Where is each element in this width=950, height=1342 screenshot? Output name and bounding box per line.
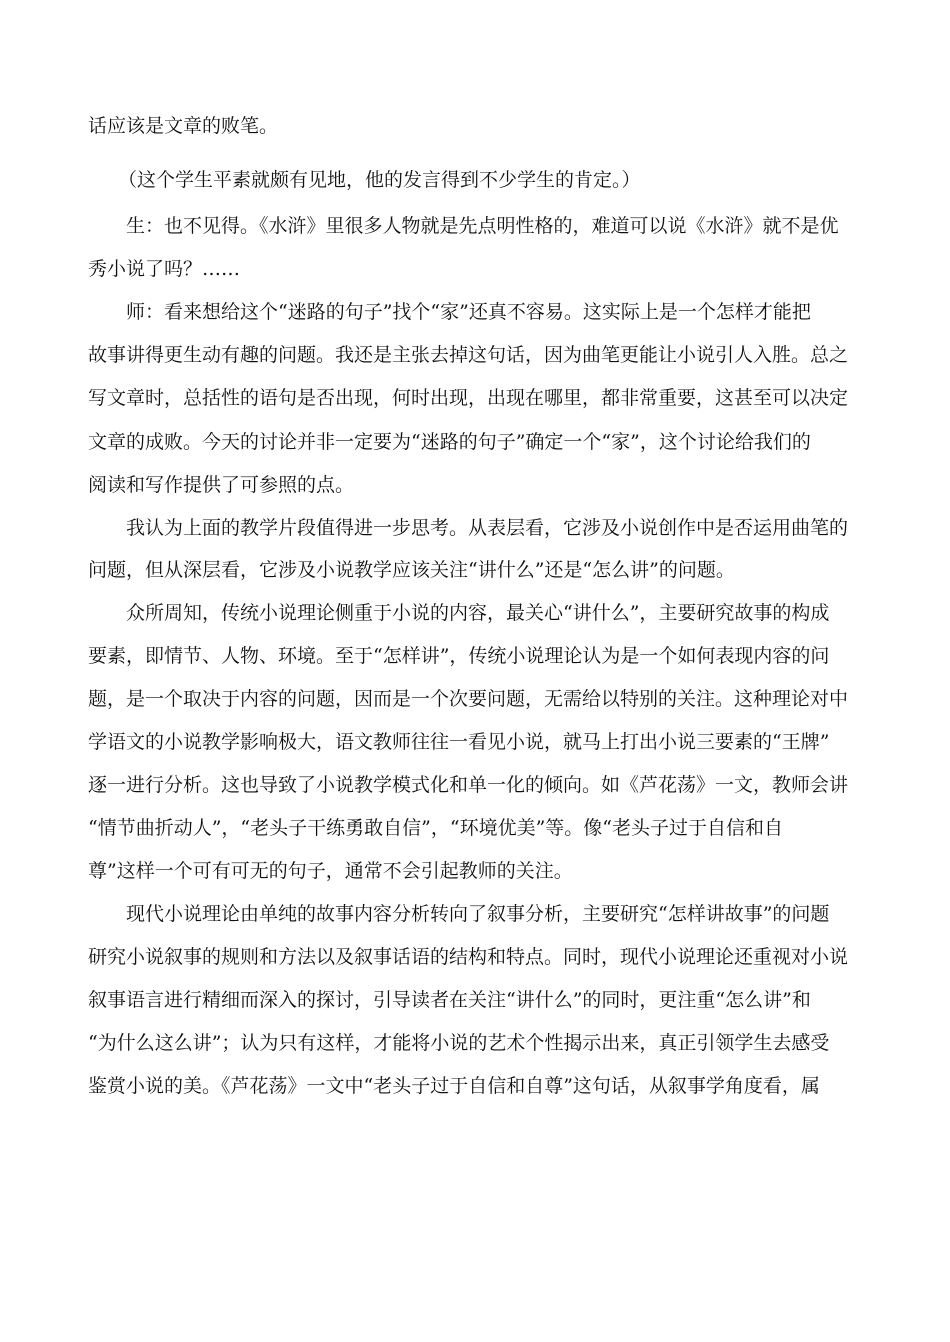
text-line: 尊”这样一个可有可无的句子，通常不会引起教师的关注。: [88, 860, 573, 882]
text-line: 秀小说了吗？……: [88, 258, 241, 280]
text-line: 现代小说理论由单纯的故事内容分析转向了叙事分析，主要研究“怎样讲故事”的问题: [126, 903, 830, 925]
text-line: 研究小说叙事的规则和方法以及叙事话语的结构和特点。同时，现代小说理论还重视对小说: [88, 946, 849, 968]
text-line: “为什么这么讲”；认为只有这样，才能将小说的艺术个性揭示出来，真正引领学生去感受: [88, 1032, 830, 1054]
text-line: 题，是一个取决于内容的问题，因而是一个次要问题，无需给以特别的关注。这种理论对中: [88, 688, 849, 710]
text-line: 生：也不见得。《水浒》里很多人物就是先点明性格的，难道可以说《水浒》就不是优: [126, 215, 839, 237]
text-line: 要素，即情节、人物、环境。至于“怎样讲”，传统小说理论认为是一个如何表现内容的问: [88, 645, 830, 667]
text-line: “情节曲折动人”，“老头子干练勇敢自信”，“环境优美”等。像“老头子过于自信和自: [88, 817, 783, 839]
text-line: 叙事语言进行精细而深入的探讨，引导读者在关注“讲什么”的同时，更注重“怎么讲”和: [88, 989, 811, 1011]
text-line: 话应该是文章的败笔。: [88, 115, 279, 137]
text-line: 学语文的小说教学影响极大，语文教师往往一看见小说，就马上打出小说三要素的“王牌”: [88, 731, 830, 753]
text-line: 师：看来想给这个“迷路的句子”找个“家”还真不容易。这实际上是一个怎样才能把: [126, 301, 811, 323]
text-line: 众所周知，传统小说理论侧重于小说的内容，最关心“讲什么”，主要研究故事的构成: [126, 602, 830, 624]
text-line: 问题，但从深层看，它涉及小说教学应该关注“讲什么”还是“怎么讲”的问题。: [88, 559, 735, 581]
text-line: 鉴赏小说的美。《芦花荡》一文中“老头子过于自信和自尊”这句话，从叙事学角度看，属: [88, 1075, 820, 1097]
text-line: 写文章时，总括性的语句是否出现，何时出现，出现在哪里，都非常重要，这甚至可以决定: [88, 387, 849, 409]
text-line: 故事讲得更生动有趣的问题。我还是主张去掉这句话，因为曲笔更能让小说引人入胜。总之: [88, 344, 849, 366]
text-line: 文章的成败。今天的讨论并非一定要为“迷路的句子”确定一个“家”，这个讨论给我们的: [88, 431, 811, 453]
text-line: （这个学生平素就颇有见地，他的发言得到不少学生的肯定。）: [118, 169, 641, 191]
text-line: 我认为上面的教学片段值得进一步思考。从表层看，它涉及小说创作中是否运用曲笔的: [126, 517, 849, 539]
text-line: 逐一进行分析。这也导致了小说教学模式化和单一化的倾向。如《芦花荡》一文，教师会讲: [88, 774, 849, 796]
text-line: 阅读和写作提供了可参照的点。: [88, 474, 355, 496]
